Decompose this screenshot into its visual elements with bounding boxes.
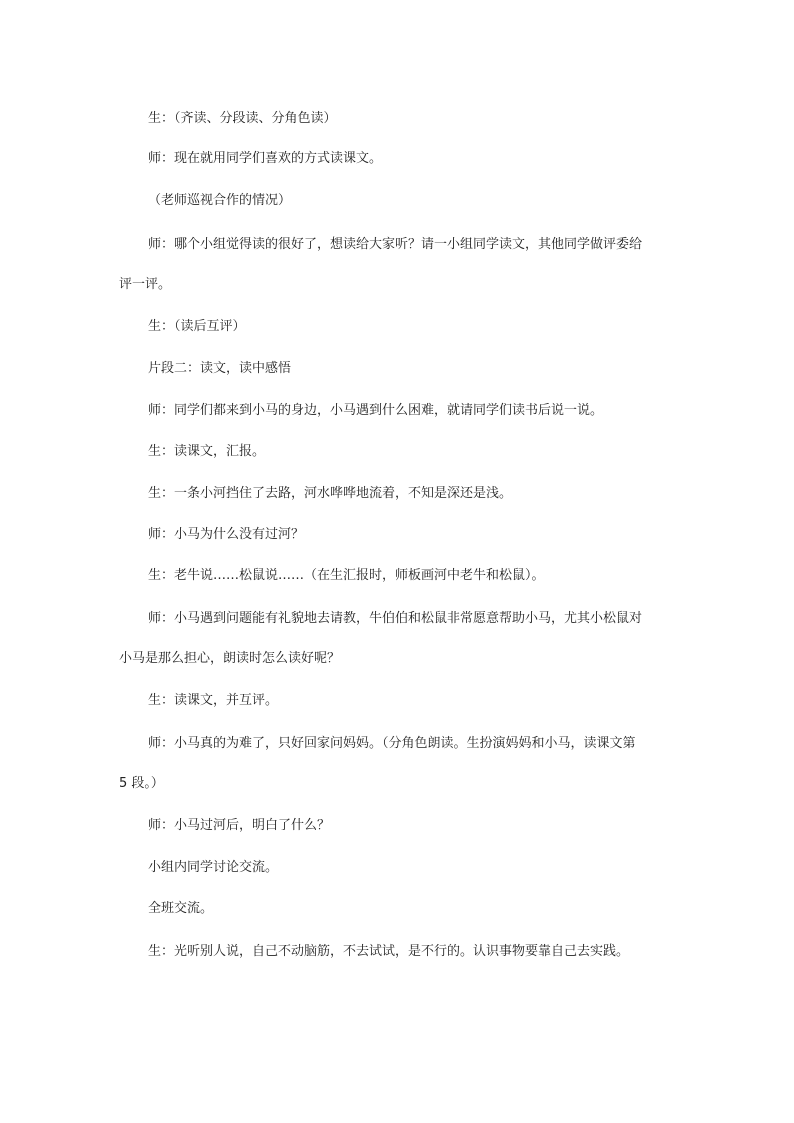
paragraph-line: 师：小马过河后，明白了什么？	[148, 818, 331, 833]
paragraph-line: 师：小马遇到问题能有礼貌地去请教，牛伯伯和松鼠非常愿意帮助小马，尤其小松鼠对	[148, 611, 643, 626]
paragraph-line: 片段二：读文，读中感悟	[148, 361, 292, 376]
paragraph-line: 师：哪个小组觉得读的很好了，想读给大家听？请一小组同学读文，其他同学做评委给	[148, 237, 643, 252]
paragraph-line: 5 段。）	[119, 776, 164, 791]
paragraph-line: 师：小马真的为难了，只好回家问妈妈。（分角色朗读。生扮演妈妈和小马，读课文第	[148, 736, 636, 751]
paragraph-line: 师：现在就用同学们喜欢的方式读课文。	[148, 151, 383, 166]
paragraph-line: （老师巡视合作的情况）	[148, 193, 292, 208]
paragraph-line: 生：（齐读、分段读、分角色读）	[148, 111, 337, 126]
paragraph-line: 小马是那么担心，朗读时怎么读好呢？	[119, 651, 341, 666]
paragraph-line: 生：读课文，并互评。	[148, 693, 279, 708]
paragraph-line: 生：一条小河挡住了去路，河水哗哗地流着，不知是深还是浅。	[148, 486, 513, 501]
paragraph-line: 生：读课文，汇报。	[148, 444, 266, 459]
paragraph-line: 生：光听别人说，自己不动脑筋，不去试试，是不行的。认识事物要靠自己去实践。	[148, 944, 630, 959]
paragraph-line: 师：小马为什么没有过河？	[148, 527, 305, 542]
paragraph-line: 生：（读后互评）	[148, 319, 246, 334]
paragraph-line: 评一评。	[119, 277, 172, 292]
paragraph-line: 师：同学们都来到小马的身边，小马遇到什么困难，就请同学们读书后说一说。	[148, 403, 604, 418]
paragraph-line: 生：老牛说……松鼠说……（在生汇报时，师板画河中老牛和松鼠）。	[148, 568, 545, 583]
paragraph-line: 全班交流。	[148, 901, 214, 916]
paragraph-line: 小组内同学讨论交流。	[148, 860, 279, 875]
